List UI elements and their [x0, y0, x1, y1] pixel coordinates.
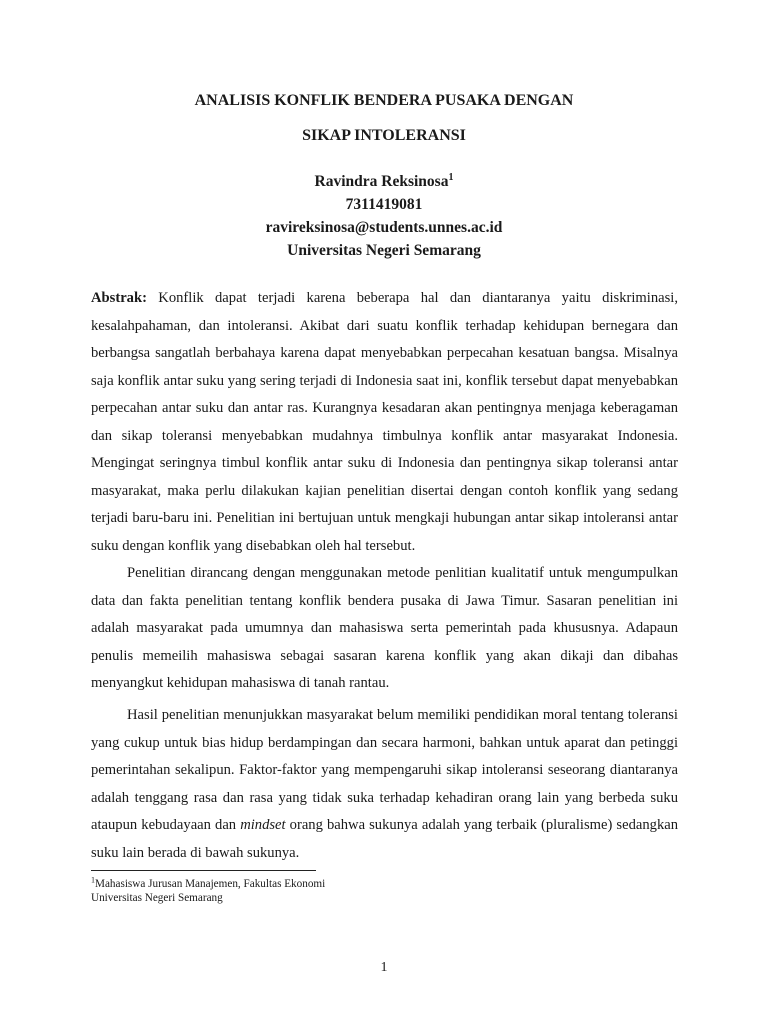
abstract-text: Konflik dapat terjadi karena beberapa hal dan diantaranya yaitu diskriminasi, kesalahpahaman, dan intoleransi. Akibat dari suatu konflik terhadap kehidupan bernegara dan berbangsa sangatlah berbahaya karena dapat menyebabkan perpecahan kesatuan bangsa. Misalnya saja konflik antar suku yang sering terjadi di Indonesia saat ini, konflik tersebut dapat menyebabkan perpecahan antar suku dan antar ras. Kurangnya kesadaran akan pentingnya menjaga keberagaman dan sikap toleransi menyebabkan mudahnya timbulnya konflik antar masyarakat Indonesia. Mengingat seringnya timbul konflik antar suku di Indonesia dan pentingnya sikap toleransi antar masyarakat, maka perlu dilakukan kajian penelitian disertai dengan contoh konflik yang sedang terjadi baru-baru ini. Penelitian ini bertujuan untuk mengkaji hubungan antar sikap intoleransi antar suku dengan konflik yang disebabkan oleh hal tersebut.	[91, 290, 678, 554]
footnote-line-2: Universitas Negeri Semarang	[91, 892, 223, 904]
author-block	[0, 170, 768, 262]
results-text-after: orang bahwa sukunya adalah yang terbaik (pluralisme) sedangkan suku lain berada di bawah sukunya.	[91, 817, 679, 861]
paper-title-line-2: SIKAP INTOLERANSI	[302, 127, 466, 144]
page-number: 1	[380, 960, 388, 975]
footnote-text-1: Mahasiswa Jurusan Manajemen, Fakultas Ekonomi	[95, 878, 326, 890]
results-emphasis: mindset	[240, 817, 286, 833]
results-text-before: Hasil penelitian menunjukkan masyarakat belum memiliki pendidikan moral tentang toleransi yang cukup untuk bias hidup berdampingan dan secara harmoni, bahkan untuk aparat dan petinggi pemerintahan sekalipun. Faktor-faktor yang mempengaruhi sikap intoleransi seseorang diantaranya adalah tenggang rasa dan rasa yang tidak suka terhadap kehadiran orang lain yang berbeda suku ataupun kebudayaan dan	[91, 707, 678, 833]
author-id: 7311419081	[345, 196, 423, 213]
author-affiliation: Universitas Negeri Semarang	[287, 242, 481, 259]
author-footnote-mark: 1	[448, 171, 454, 183]
footnote-mark: 1	[91, 875, 95, 885]
footnote	[91, 877, 325, 905]
results-paragraph	[91, 702, 678, 867]
author-name-line	[0, 170, 768, 193]
footnote-line-1	[91, 877, 325, 891]
footnote-divider	[91, 870, 316, 871]
author-email: ravireksinosa@students.unnes.ac.id	[265, 219, 503, 236]
abstract-label: Abstrak:	[91, 290, 147, 306]
methods-paragraph: Penelitian dirancang dengan menggunakan metode penlitian kualitatif untuk mengumpulkan data dan fakta penelitian tentang konflik bendera pusaka di Jawa Timur. Sasaran penelitian ini adalah masyarakat pada umumnya dan mahasiswa serta pemerintah pada khususnya. Adapaun penulis memeilih mahasiswa sebagai sasaran karena konflik yang akan dikaji dan dibahas menyangkut kehidupan mahasiswa di tanah rantau.	[91, 565, 678, 691]
paper-title-line-1: ANALISIS KONFLIK BENDERA PUSAKA DENGAN	[194, 92, 574, 109]
abstract-paragraph	[91, 285, 678, 560]
author-name: Ravindra Reksinosa	[314, 173, 449, 190]
